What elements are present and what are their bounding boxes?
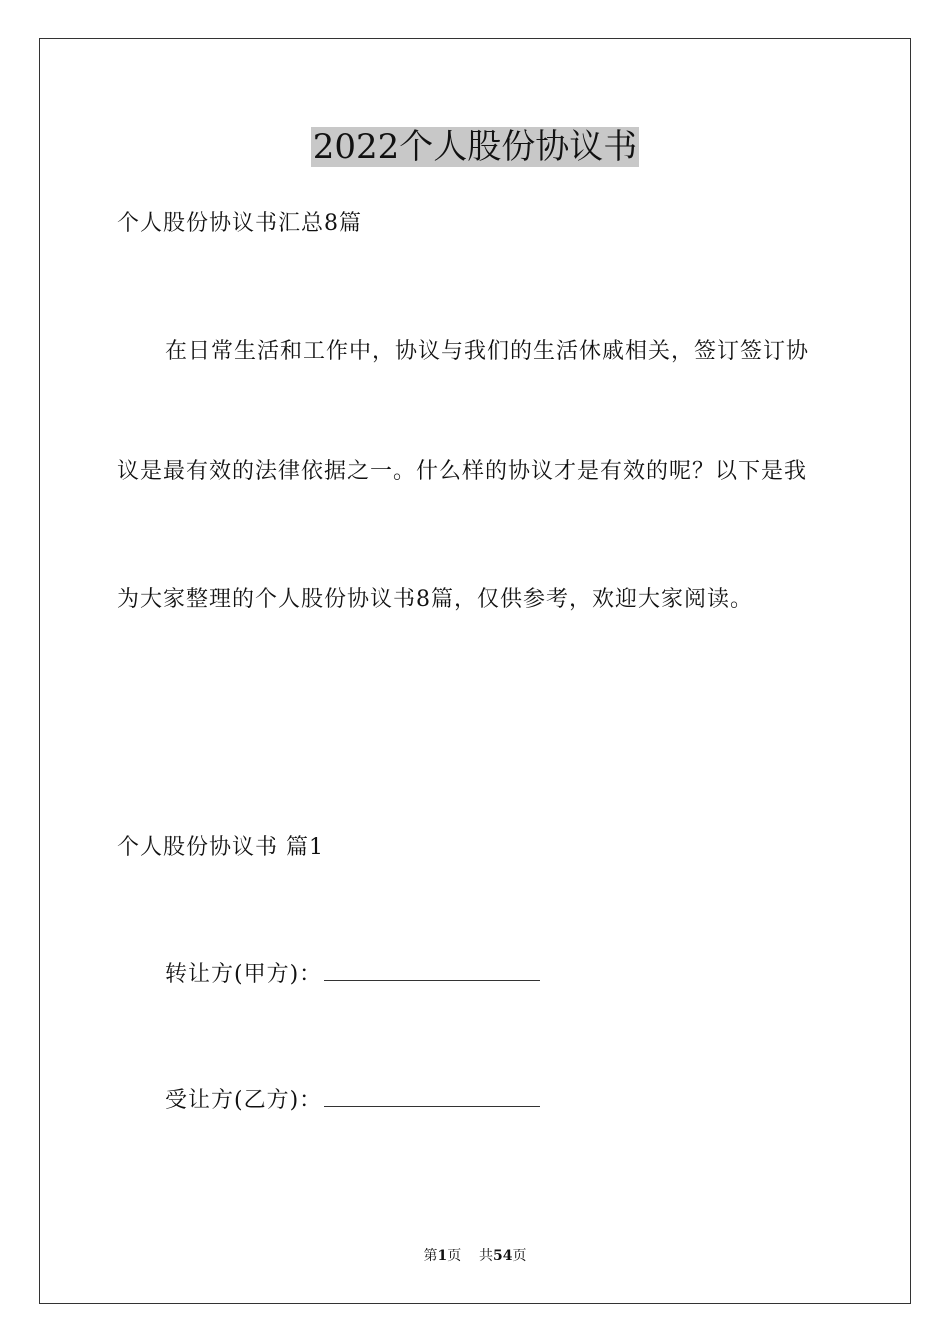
intro-paragraph-line-2: 议是最有效的法律依据之一。什么样的协议才是有效的呢？以下是我 (117, 459, 808, 484)
page-footer (0, 1247, 950, 1265)
transferee-blank-line (324, 1084, 540, 1107)
footer-total-prefix: 共 (479, 1248, 494, 1264)
footer-page-unit: 页 (447, 1248, 462, 1264)
transferor-label: 转让方(甲方)： (165, 962, 323, 987)
transferee-label: 受让方(乙方)： (165, 1088, 323, 1113)
footer-total-pages: 54 (493, 1248, 513, 1264)
transferor-blank-line (324, 958, 540, 981)
footer-current-page: 1 (437, 1248, 448, 1264)
document-title (0, 126, 950, 168)
intro-paragraph-line-3: 为大家整理的个人股份协议书8篇，仅供参考，欢迎大家阅读。 (117, 587, 753, 612)
footer-page-prefix: 第 (423, 1248, 438, 1264)
section-heading: 个人股份协议书 篇1 (117, 835, 324, 860)
footer-total-unit: 页 (512, 1248, 527, 1264)
document-title-text: 2022个人股份协议书 (312, 127, 638, 167)
transferee-field (165, 1084, 540, 1116)
intro-paragraph-line-1: 在日常生活和工作中，协议与我们的生活休戚相关，签订签订协 (165, 339, 810, 364)
document-subtitle: 个人股份协议书汇总8篇 (117, 211, 362, 236)
transferor-field (165, 958, 540, 990)
